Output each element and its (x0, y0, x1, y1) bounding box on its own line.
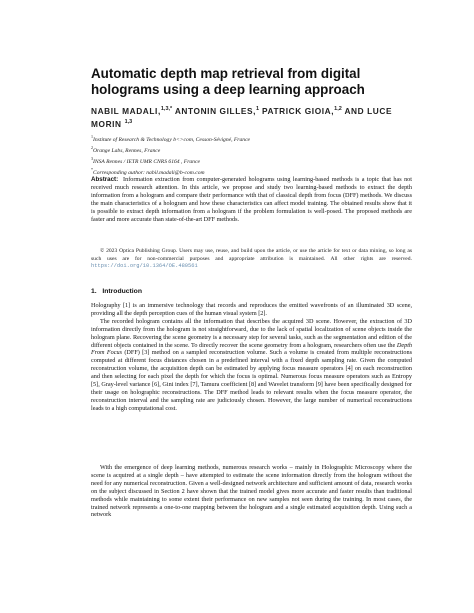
copyright-notice (91, 248, 412, 271)
copyright-text: © 2023 Optica Publishing Group. Users may use, reuse, and build upon the article, or use the article for text or data mining, so long as such uses are for non-commercial purposes and appropriate attribution is maintained. All other rights are reserved. (91, 248, 412, 262)
author-affil-mark: 1 (256, 106, 260, 112)
section-title: Introduction (102, 288, 142, 295)
intro-paragraph: Holography [1] is an immersive technology that records and reproduces the emitted wavefronts of an illuminated 3D scene, providing all the depth perception cues of the human visual system [2]. (91, 302, 412, 317)
affiliation-text: Corresponding author: nabil.madali@b-com.com (93, 170, 205, 177)
author-name: AND LUCE MORIN (91, 105, 393, 129)
author-affil-mark: 1,3,* (160, 106, 173, 112)
affiliation-list (91, 133, 421, 177)
author-name: ANTONIN GILLES, (174, 105, 257, 116)
affiliation-text: Orange Labs, Rennes, France (93, 147, 161, 154)
emphasized-term: Depth From Focus (91, 341, 413, 357)
abstract (91, 176, 412, 223)
intro-text-block (91, 302, 412, 413)
author-name: PATRICK GIOIA, (262, 105, 335, 116)
paragraph-text: (DFF) [3] method on a sampled reconstruction volume. Such a volume is created from multiple reconstructions computed at different focus distances chosen in a predefined interval with a fixed depth sampling rate. Given the computed reconstruction volume, the acquisition depth can be estimated by applying focus measure operators [4] on each reconstruction and then selecting for each pixel the depth for which the focus is optimal. Numerous focus measure operators such as Entropy [5], Gray-level variance [6], Gini index [7], Tamura coefficient [8] and Wavelet transform [9] have been specifically designed for their usage on holographic reconstructions. The DFF method leads to relevant results when the focus measure operator, the reconstruction interval and the sampling rate are judiciously chosen. However, the large number of numerical reconstructions leads to a high computational cost. (91, 349, 413, 412)
affiliation-text: INSA Rennes / IETR UMR CNRS 6164 , France (93, 158, 200, 165)
affiliation-mark: 3 (91, 156, 93, 162)
affiliation-mark: 2 (91, 145, 93, 151)
paper-title: Automatic depth map retrieval from digital holograms using a deep learning approach (91, 66, 365, 97)
affiliation-mark: * (91, 167, 93, 173)
author-list (91, 104, 421, 130)
abstract-label: Abstract: (91, 176, 119, 183)
affiliation-mark: 1 (91, 134, 93, 139)
affiliation (91, 155, 421, 166)
abstract-text: Information extraction from computer-generated holograms using learning-based methods is a topic that has not received much research attention. In this article, we propose and study two learning-based methods to extract the depth information from a hologram and compare their performance with that of classical depth from focus (DFF) methods. We discuss the main characteristics of a hologram and how these characteristics can affect model training. The obtained results show that it is possible to extract depth information from a hologram if the problem formulation is well-posed. The proposed methods are faster and more accurate than state-of-the-art DFF methods. (91, 176, 412, 223)
affiliation-text: Institute of Research & Technology b<>com, Cesson-Sévigné, France (93, 136, 251, 143)
intro-text-block-2 (91, 464, 412, 519)
affiliation (91, 133, 421, 144)
intro-paragraph: With the emergence of deep learning methods, numerous research works – mainly in Holographic Microscopy where the scene is acquired at a single depth – have attempted to estimate the scene information directly from the hologram without the need for any numerical reconstruction. Given a well-designed network architecture and sufficient amount of data, research works on the subject discussed in Section 2 have shown that the trained model gives more accurate and faster results than traditional methods while maintaining to some extent their performance on new samples not seen during the training. In most cases, the trained network represents a one-to-one mapping between the hologram and a single estimated acquisition depth. Using such a network (91, 464, 412, 519)
intro-paragraph (91, 318, 412, 413)
section-number: 1. (91, 288, 97, 295)
doi-link[interactable]: https://doi.org/10.1364/OE.480561 (91, 263, 198, 270)
author-affil-mark: 1,2 (334, 106, 342, 112)
affiliation (91, 144, 421, 155)
paragraph-text: The recorded hologram contains all the information that describes the acquired 3D scene. However, the extraction of 3D information directly from the hologram is not straightforward, due to the lack of spatial localization of scene objects inside the hologram plane. Recovering the scene geometry is a necessary step for several tasks, such as the segmentation and edition of the different objects contained in the scene. To directly recover the scene geometry from a hologram, researchers often use the (91, 317, 412, 349)
author-affil-mark: 1,3 (124, 118, 133, 125)
section-heading (91, 287, 412, 296)
author-name: NABIL MADALI, (91, 105, 161, 116)
